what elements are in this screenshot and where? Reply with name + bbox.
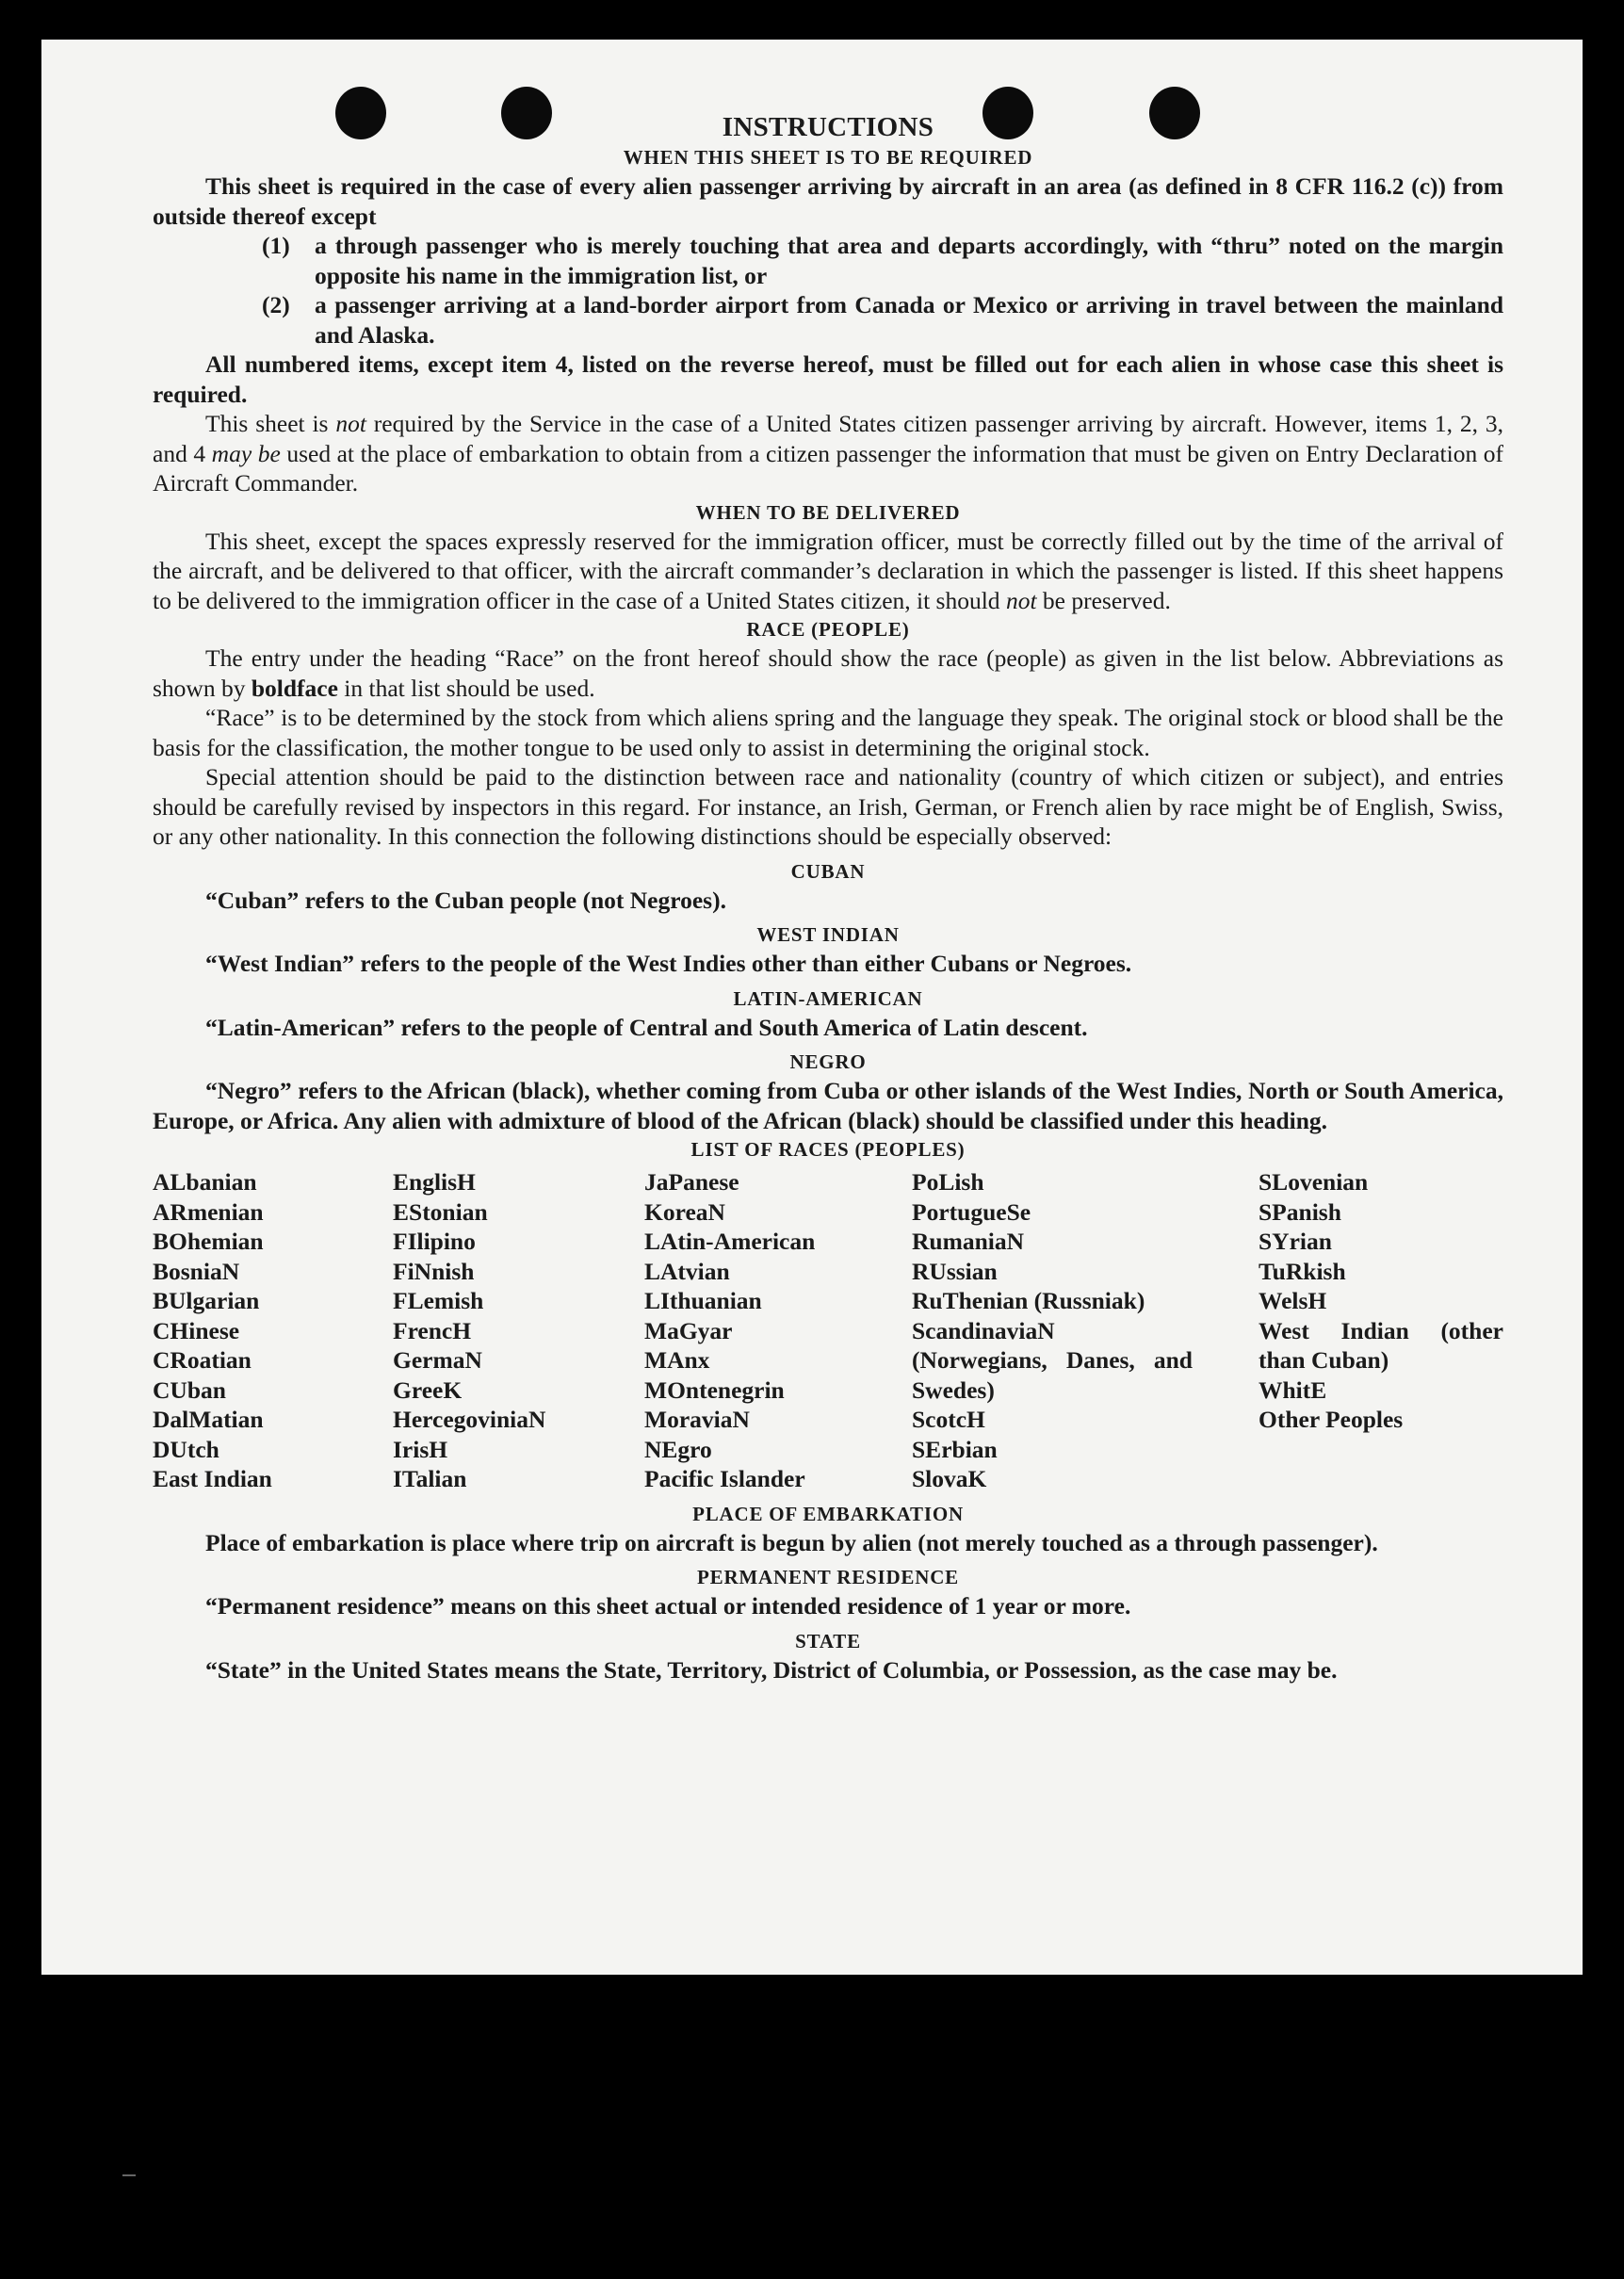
race-item: Other Peoples — [1259, 1406, 1404, 1433]
paragraph-delivered: This sheet, except the spaces expressly reserved for the immigration officer, must be correctly filled out by the time of the arrival of the aircraft, and be delivered to that officer, with the aircraft commander’s declaration in which the passenger is listed. If this sheet happens to be delivered to the immigration officer in the case of a United States citizen, it should not be preserved. — [153, 527, 1503, 614]
emphasis-may-be: may be — [211, 439, 281, 467]
race-item: SYrian — [1259, 1228, 1332, 1255]
paragraph-state: “State” in the United States means the State, Territory, District of Columbia, or Possession, as the case may be. — [205, 1655, 1338, 1684]
race-item: LIthuanian — [644, 1287, 762, 1314]
race-item: ScandinaviaN (Norwegians, Danes, and Swedes) — [912, 1316, 1193, 1404]
race-item: LAtin-American — [644, 1228, 816, 1255]
race-item: TuRkish — [1259, 1257, 1346, 1285]
race-item: GermaN — [393, 1346, 482, 1374]
race-item: CRoatian — [153, 1346, 252, 1374]
paragraph-required-intro: This sheet is required in the case of every alien passenger arriving by aircraft in an area (as defined in 8 CFR 116.2 (c)) from outside thereof except — [153, 172, 1503, 230]
paragraph-west-indian: “West Indian” refers to the people of the West Indies other than either Cubans or Negroes. — [205, 950, 1132, 977]
numbered-item — [262, 231, 1503, 290]
race-item: MaGyar — [644, 1316, 733, 1344]
race-item: KoreaN — [644, 1197, 725, 1226]
race-item: JaPanese — [644, 1168, 739, 1196]
races-list — [153, 1167, 1503, 1494]
race-item: WhitE — [1259, 1376, 1327, 1404]
race-item: SlovaK — [912, 1465, 987, 1492]
race-item: MAnx — [644, 1346, 710, 1374]
emphasis-boldface: boldface — [251, 674, 338, 702]
race-item: ALbanian — [153, 1168, 257, 1196]
paragraph-latin-american: “Latin-American” refers to the people of Central and South America of Latin descent. — [205, 1013, 1088, 1041]
race-item: BOhemian — [153, 1228, 264, 1255]
race-item: FLemish — [393, 1287, 484, 1314]
race-item: RumaniaN — [912, 1228, 1025, 1255]
race-item: ARmenian — [153, 1197, 264, 1226]
race-item: IrisH — [393, 1435, 448, 1463]
heading-place-of-embarkation: PLACE OF EMBARKATION — [692, 1502, 964, 1525]
race-item: FIlipino — [393, 1228, 476, 1255]
paragraph-cuban: “Cuban” refers to the Cuban people (not Negroes). — [205, 886, 726, 914]
race-item: ScotcH — [912, 1406, 985, 1433]
races-column — [1259, 1167, 1503, 1494]
races-column — [393, 1167, 644, 1494]
item-number: (2) — [262, 291, 290, 318]
race-item: DUtch — [153, 1435, 219, 1463]
race-item: NEgro — [644, 1435, 712, 1463]
heading-list-of-races: LIST OF RACES (PEOPLES) — [690, 1138, 966, 1161]
heading-state: STATE — [795, 1629, 861, 1652]
race-item: ITalian — [393, 1465, 467, 1492]
race-item: CHinese — [153, 1316, 240, 1344]
race-item: CUban — [153, 1376, 226, 1404]
paragraph-race-entry: The entry under the heading “Race” on the front hereof should show the race (people) as given in the list below. Abbreviations as shown by boldface in that list should be used. — [153, 644, 1503, 702]
race-item: SLovenian — [1259, 1168, 1369, 1196]
race-item: SPanish — [1259, 1197, 1341, 1226]
race-item: WelsH — [1259, 1287, 1327, 1314]
heading-when-delivered: WHEN TO BE DELIVERED — [695, 500, 961, 524]
heading-west-indian: WEST INDIAN — [756, 923, 900, 946]
race-item: DalMatian — [153, 1406, 264, 1433]
document-body — [153, 75, 1503, 1685]
race-item: MOntenegrin — [644, 1376, 785, 1404]
paragraph-race-nationality: Special attention should be paid to the distinction between race and nationality (country of which citizen or subject), and entries should be carefully revised by inspectors in this regard. For instance, an Irish, German, or French alien by race might be of English, Swiss, or any other nationality. In this connection the following distinctions should be especially observed: — [153, 763, 1503, 850]
paragraph-residence: “Permanent residence” means on this sheet actual or intended residence of 1 year or more. — [205, 1592, 1131, 1620]
heading-when-required: WHEN THIS SHEET IS TO BE REQUIRED — [623, 146, 1033, 169]
race-item: East Indian — [153, 1465, 272, 1492]
race-item: West Indian (other than Cuban) — [1259, 1316, 1503, 1374]
race-item: BUlgarian — [153, 1287, 260, 1314]
race-item: EStonian — [393, 1197, 488, 1226]
paragraph-embarkation: Place of embarkation is place where trip on aircraft is begun by alien (not merely touched as a through passenger). — [205, 1528, 1378, 1556]
race-item: MoraviaN — [644, 1406, 750, 1433]
race-item: GreeK — [393, 1376, 463, 1404]
races-column — [644, 1167, 912, 1494]
race-item: PoLish — [912, 1168, 984, 1196]
numbered-item — [262, 290, 1503, 350]
heading-cuban: CUBAN — [790, 859, 866, 883]
page-title: INSTRUCTIONS — [722, 112, 934, 142]
race-item: FiNnish — [393, 1257, 475, 1285]
race-item: Pacific Islander — [644, 1465, 805, 1492]
item-text: a through passenger who is merely touching that area and departs accordingly, with “thru” noted on the margin opposite his name in the immigration list, or — [315, 232, 1503, 289]
race-item: RuThenian (Russniak) — [912, 1287, 1145, 1314]
race-item: EnglisH — [393, 1168, 476, 1196]
race-item: FrencH — [393, 1316, 472, 1344]
race-item: BosniaN — [153, 1257, 240, 1285]
paragraph-negro: “Negro” refers to the African (black), whether coming from Cuba or other islands of the West Indies, North or South America, Europe, or Africa. Any alien with admixture of blood of the African (black) should be classified under this heading. — [153, 1077, 1503, 1134]
race-item: LAtvian — [644, 1257, 730, 1285]
emphasis-not: not — [1005, 586, 1037, 614]
heading-negro: NEGRO — [789, 1050, 867, 1073]
paragraph-numbered-items: All numbered items, except item 4, listed on the reverse hereof, must be filled out for each alien in whose case this sheet is required. — [153, 350, 1503, 408]
emphasis-not: not — [335, 410, 366, 437]
item-number: (1) — [262, 232, 290, 259]
scan-artifact — [122, 2174, 136, 2176]
race-item: PortugueSe — [912, 1197, 1031, 1226]
paragraph-race-stock: “Race” is to be determined by the stock from which aliens spring and the language they speak. The original stock or blood shall be the basis for the classification, the mother tongue to be used only to assist in determining the original stock. — [153, 704, 1503, 761]
races-column — [912, 1167, 1259, 1494]
races-column — [153, 1167, 393, 1494]
item-text: a passenger arriving at a land-border airport from Canada or Mexico or arriving in travel between the mainland and Alaska. — [315, 291, 1503, 349]
heading-race: RACE (PEOPLE) — [746, 618, 910, 641]
race-item: SErbian — [912, 1435, 998, 1463]
heading-latin-american: LATIN-AMERICAN — [733, 986, 923, 1010]
race-item: RUssian — [912, 1257, 998, 1285]
heading-permanent-residence: PERMANENT RESIDENCE — [697, 1566, 959, 1588]
paragraph-citizen: This sheet is not required by the Service in the case of a United States citizen passenger arriving by aircraft. However, items 1, 2, 3, and 4 may be used at the place of embarkation to obtain from a citizen passenger the information that must be given on Entry Declaration of Aircraft Commander. — [153, 410, 1503, 496]
race-item: HercegoviniaN — [393, 1406, 546, 1433]
